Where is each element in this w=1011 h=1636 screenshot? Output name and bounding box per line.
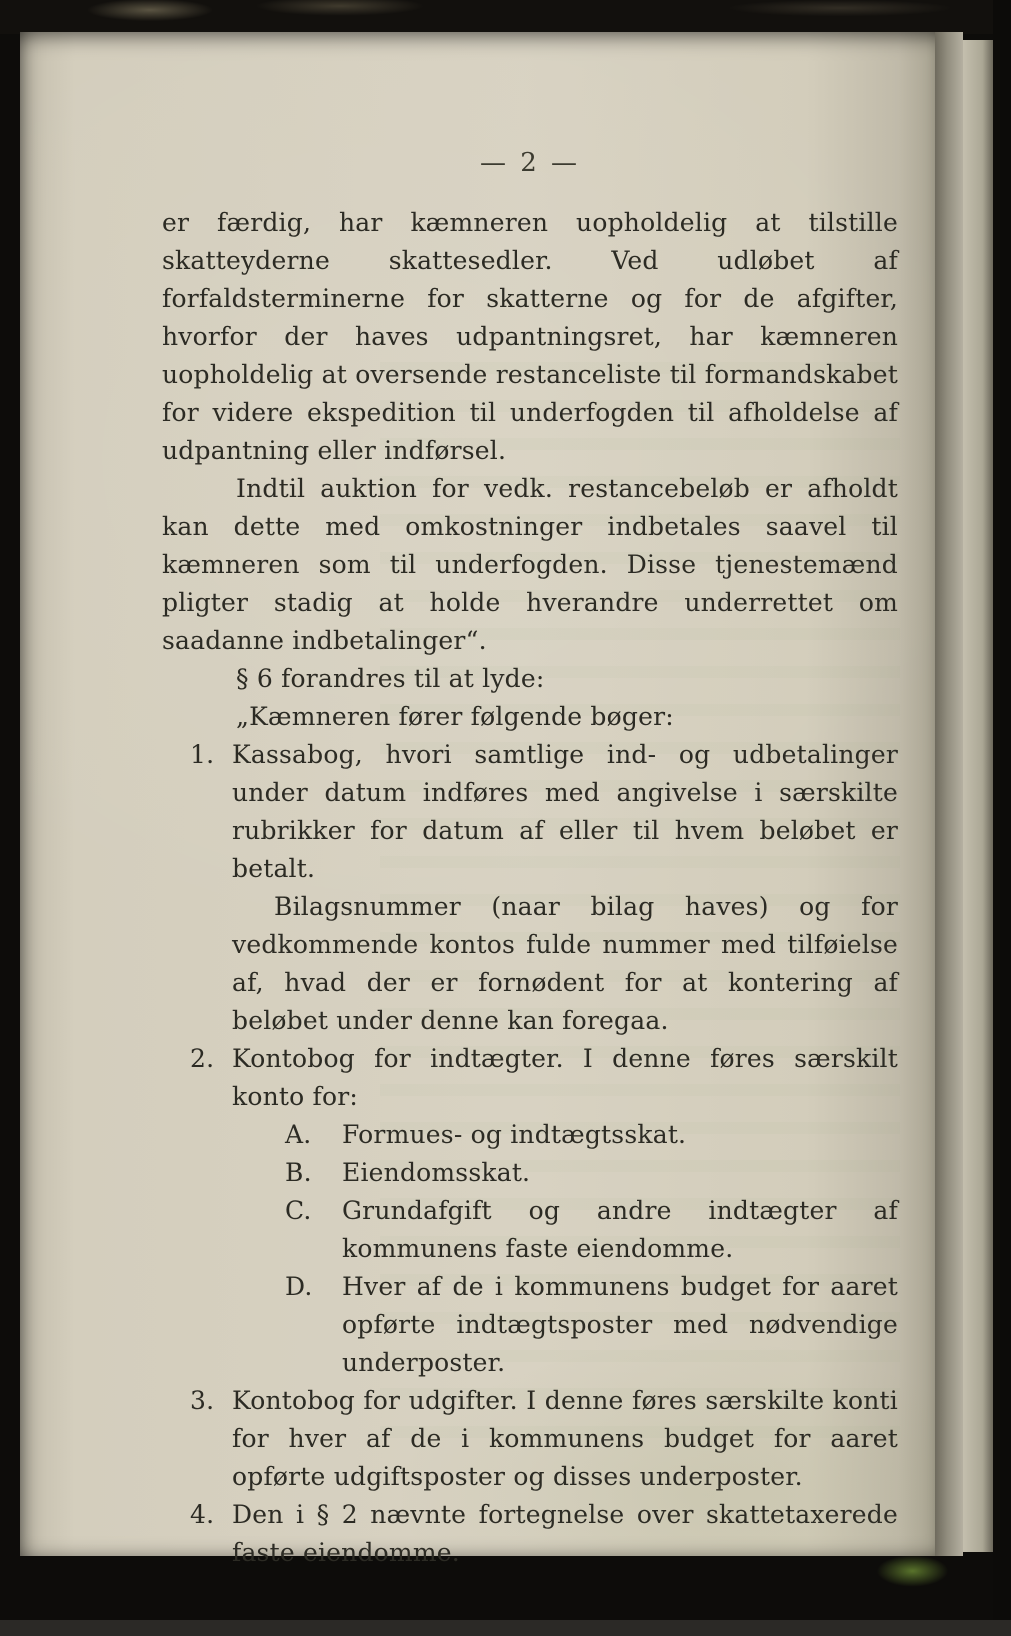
sub-item-d-text: Hver af de i kommunens budget for aaret opførte indtægtsposter med nødvendige underposter. — [342, 1272, 898, 1377]
page-number: — 2 — — [479, 148, 581, 178]
list-item-2 — [190, 1040, 898, 1382]
list-item-3-text: Kontobog for udgifter. I denne føres særskilte konti for hver af de i kommunens budget for aaret opførte udgiftsposter og disses underposter. — [232, 1386, 898, 1491]
paragraph-3: § 6 forandres til at lyde: — [236, 664, 545, 693]
list-item-1-extra: Bilagsnummer (naar bilag haves) og for vedkommende kontos fulde nummer med tilføielse af, hvad der er fornødent for at kontering af beløbet under denne kan foregaa. — [232, 892, 898, 1035]
list-item-2-content — [232, 1040, 898, 1382]
list-item-1 — [190, 736, 898, 1040]
sub-item-c-marker: C. — [285, 1196, 312, 1225]
list-item-2-text: Kontobog for indtægter. I denne føres særskilt konto for: — [232, 1044, 898, 1111]
sub-item-a-text: Formues- og indtægtsskat. — [342, 1120, 687, 1149]
sub-item-b — [285, 1154, 898, 1192]
sub-item-b-text: Eiendomsskat. — [342, 1158, 531, 1187]
scan-right-edge — [993, 0, 1011, 1636]
list-item-3 — [190, 1382, 898, 1496]
list-item-1-marker: 1. — [190, 740, 215, 769]
next-page-edge — [963, 40, 993, 1552]
sub-item-c — [285, 1192, 898, 1268]
paragraph-2: Indtil auktion for vedk. restancebeløb er afholdt kan dette med omkostninger indbetales saavel til kæmneren som til underfogden. Disse tjenestemænd pligter stadig at holde hverandre underrettet om saadanne indbetalinger“. — [162, 474, 898, 655]
sub-item-b-marker: B. — [285, 1158, 312, 1187]
list-item-1-content — [232, 736, 898, 1040]
scan-bottom-edge — [0, 1620, 1011, 1636]
list-item-3-marker: 3. — [190, 1386, 215, 1415]
paper-page — [20, 32, 935, 1567]
sub-item-a — [285, 1116, 898, 1154]
page-gutter-shadow — [935, 32, 963, 1556]
list-item-2-marker: 2. — [190, 1044, 215, 1073]
list-item-4 — [190, 1496, 898, 1572]
list-item-1-text: Kassabog, hvori samtlige ind- og udbetalinger under datum indføres med angivelse i særskilte rubrikker for datum af eller til hvem beløbet er betalt. — [232, 740, 898, 883]
paragraph-1: er færdig, har kæmneren uopholdelig at tilstille skatteyderne skattesedler. Ved udløbet af forfaldsterminerne for skatterne og for de afgifter, hvorfor der haves udpantningsret, har kæmneren uopholdelig at oversende restanceliste til formandskabet for videre ekspedition til underfogden til afholdelse af udpantning eller indførsel. — [162, 208, 898, 465]
sub-item-c-text: Grundafgift og andre indtægter af kommunens faste eiendomme. — [342, 1196, 898, 1263]
list-item-4-text: Den i § 2 nævnte fortegnelse over skattetaxerede faste eiendomme. — [232, 1500, 898, 1567]
list-item-4-marker: 4. — [190, 1500, 215, 1529]
page-text — [162, 144, 898, 1572]
list-item-3-content — [232, 1382, 898, 1496]
paragraph-4: „Kæmneren fører følgende bøger: — [236, 702, 674, 731]
sub-item-d-marker: D. — [285, 1272, 313, 1301]
sub-item-a-marker: A. — [285, 1120, 312, 1149]
scan-top-edge — [0, 0, 1011, 34]
list-item-4-content — [232, 1496, 898, 1572]
sub-item-d — [285, 1268, 898, 1382]
